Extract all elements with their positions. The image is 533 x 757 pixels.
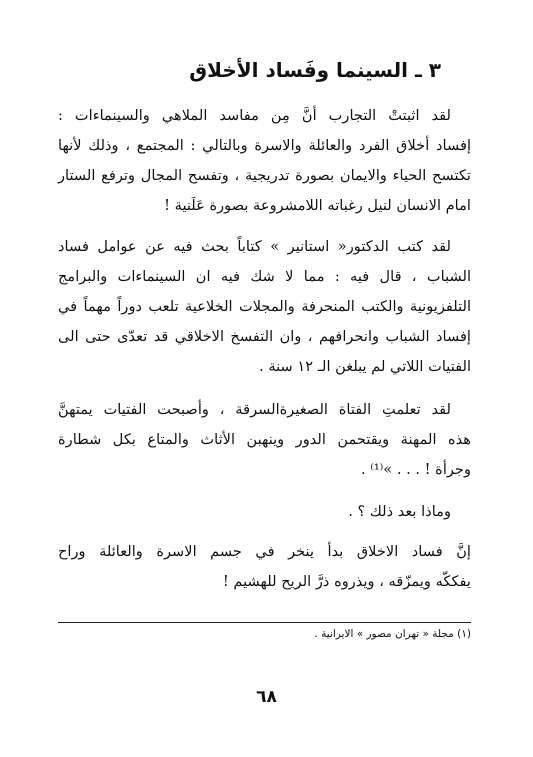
footnote-divider	[58, 622, 471, 623]
paragraph-line: يفككّه ويمزّقه ، ويذروه ذرَّ الريح للهشيم !	[222, 573, 471, 590]
paragraph-line: تكتسح الحياء والايمان بصورة تدريجية ، وتفسح المجال وترفع الستار	[58, 167, 471, 184]
paragraph-line: إفساد الشباب وانحرافهم ، وان التفسخ الاخلاقي قد تعدّى حتى الى	[58, 328, 471, 345]
paragraph-line: امام الانسان لنيل رغباته اللامشروعة بصورة عَلَنية !	[164, 197, 471, 214]
paragraph-1	[58, 101, 471, 221]
footnote: (١) مجلة « تهران مصور » الايرانية .	[314, 628, 471, 640]
paragraph-line: هذه المهنة ويقتحمن الدور وينهبن الأثاث والمتاع بكل شطارة	[58, 431, 471, 448]
paragraph-4	[58, 497, 471, 527]
paragraph-line: وماذا بعد ذلك ؟ .	[348, 503, 451, 520]
paragraph-line: وجرأة ! . . . »⁽¹⁾ .	[360, 461, 471, 478]
paragraph-line: إفساد أخلاق الفرد والعائلة والاسرة وبالتالي : المجتمع ، وذلك لأنها	[58, 137, 471, 154]
paragraph-line: لقد اثبتتْ التجارب أنَّ مِن مفاسد الملاهي والسينماءات :	[58, 107, 451, 124]
page-number: ٦٨	[256, 687, 277, 707]
paragraph-line: الفتيات اللاتي لم يبلغن الـ ١٢ سنة .	[259, 358, 471, 375]
paragraph-line: لقد كتب الدكتور« استانير » كتاباً بحث فيه عن عوامل فساد	[58, 238, 451, 255]
paragraph-2	[58, 232, 471, 382]
paragraph-5	[58, 537, 471, 597]
section-title: ٣ ـ السينما وفَساد الأخلاق	[189, 58, 441, 82]
paragraph-3	[58, 395, 471, 485]
paragraph-line: الشباب ، قال فيه : مما لا شك فيه ان السينماءات والبرامج	[58, 268, 471, 285]
paragraph-line: التلفزيونية والكتب المنحرفة والمجلات الخلاعية تلعب دوراً مهماً في	[58, 298, 471, 315]
paragraph-line: إنَّ فساد الاخلاق بدأ ينخر في جسم الاسرة والعائلة وراح	[58, 543, 471, 560]
paragraph-line: لقد تعلمتِ الفتاة الصغيرةالسرقة ، وأصبحت الفتيات يمتهنَّ	[58, 401, 451, 418]
